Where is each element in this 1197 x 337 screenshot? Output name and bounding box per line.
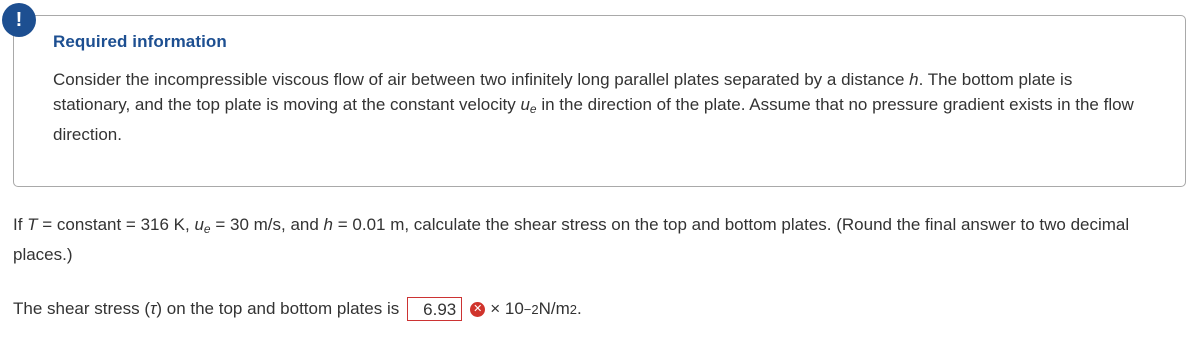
context-part-2: . The bottom plate is stationary, and the top plate is moving at the constant velocity — [53, 70, 1073, 114]
answer-prefix-2: ) on the top and bottom plates is — [156, 299, 400, 318]
context-part-3: in the direction of the plate. Assume that no pressure gradient exists in the flow direction. — [53, 95, 1134, 144]
question-part-1: If — [13, 215, 28, 234]
context-part-1: Consider the incompressible viscous flow of air between two infinitely long parallel plates separated by a distance — [53, 70, 910, 89]
answer-prefix: The shear stress ( — [13, 299, 150, 318]
var-e-subscript: e — [203, 222, 211, 236]
question-part-2: = constant = 316 K, — [37, 215, 195, 234]
tau-symbol: τ — [150, 299, 157, 318]
question-part-3: = 30 m/s, and — [210, 215, 324, 234]
question-part-4: = 0.01 m, calculate the shear stress on the top and bottom plates. (Round the final answer to two decimal places.) — [13, 215, 1130, 264]
question-text — [13, 212, 1193, 268]
x-circle-icon: ✕ — [470, 302, 485, 317]
var-h: h — [909, 70, 919, 89]
unit-exponent: 2 — [569, 301, 578, 317]
var-u: u — [194, 215, 204, 234]
times-ten: × 10 — [490, 299, 524, 318]
answer-input[interactable]: 6.93 — [407, 297, 462, 321]
alert-icon: ! — [2, 3, 36, 37]
exponent: −2 — [523, 301, 539, 317]
problem-context-text — [53, 67, 1138, 147]
required-information-title: Required information — [53, 32, 227, 51]
answer-line — [13, 293, 582, 325]
var-h: h — [323, 215, 334, 234]
var-e-subscript: e — [529, 102, 537, 116]
var-T: T — [27, 215, 38, 234]
period: . — [577, 299, 582, 318]
var-u: u — [520, 95, 530, 114]
unit: N/m — [538, 299, 570, 318]
